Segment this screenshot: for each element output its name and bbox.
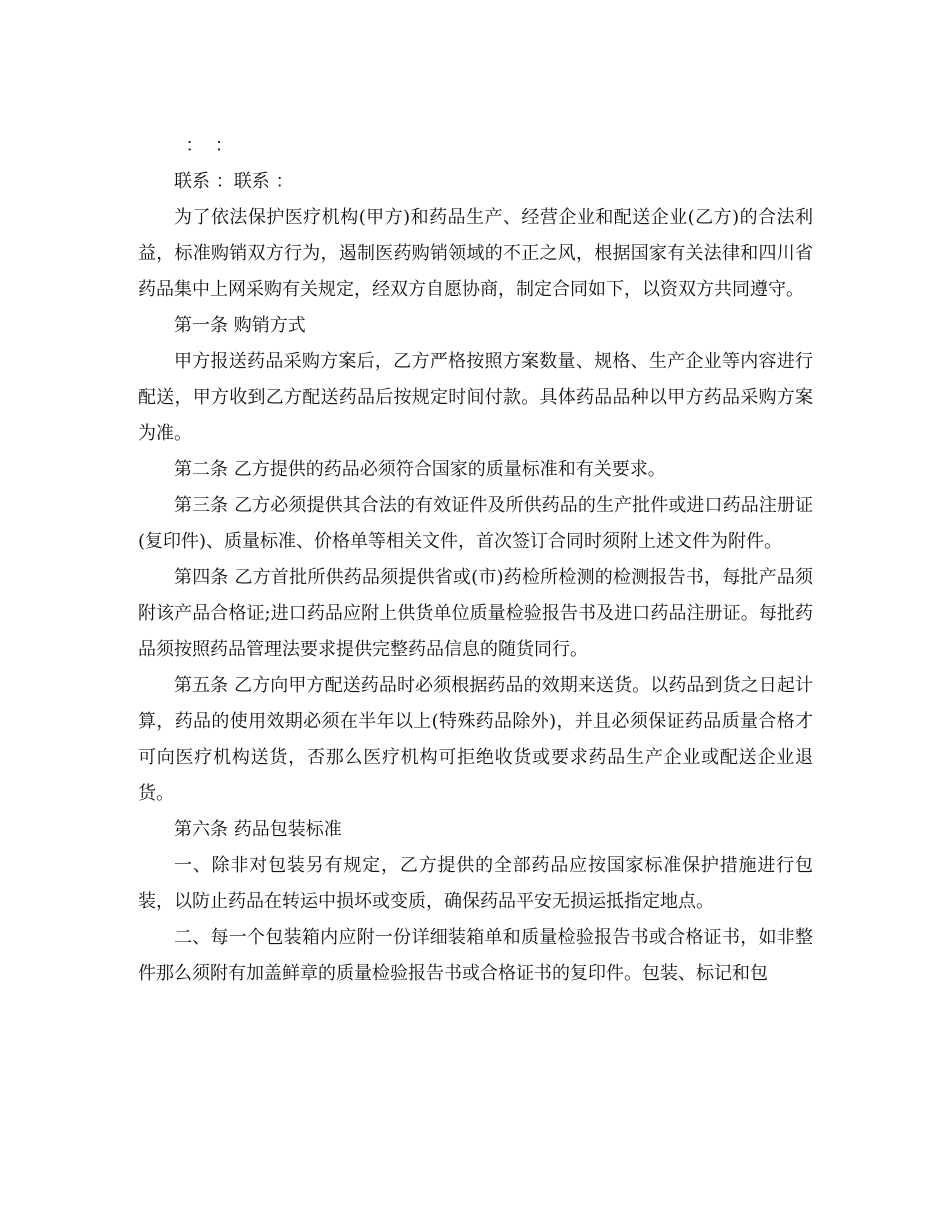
contact-line: 联系 ：联系 ：: [174, 171, 294, 192]
article-6-clause-1: 一、除非对包装另有规定，乙方提供的全部药品应按国家标准保护措施进行包装，以防止药品在转运中损坏或变质，确保药品平安无损运抵指定地点。: [138, 855, 813, 912]
article-5: 第五条 乙方向甲方配送药品时必须根据药品的效期来送货。以药品到货之日起计算，药品的使用效期必须在半年以上(特殊药品除外)，并且必须保证药品质量合格才可向医疗机构送货，否那么医疗机构可拒绝收货或要求药品生产企业或配送企业退货。: [138, 675, 813, 804]
party-colon-line: ： ：: [174, 135, 233, 156]
preamble-paragraph: 为了依法保护医疗机构(甲方)和药品生产、经营企业和配送企业(乙方)的合法利益，标准购销双方行为，遏制医药购销领域的不正之风，根据国家有关法律和四川省药品集中上网采购有关规定，经双方自愿协商，制定合同如下，以资双方共同遵守。: [138, 207, 813, 300]
article-6-clause-2: 二、每一个包装箱内应附一份详细装箱单和质量检验报告书或合格证书，如非整件那么须附有加盖鲜章的质量检验报告书或合格证书的复印件。包装、标记和包: [138, 927, 813, 984]
article-4: 第四条 乙方首批所供药品须提供省或(市)药检所检测的检测报告书，每批产品须附该产品合格证;进口药品应附上供货单位质量检验报告书及进口药品注册证。每批药品须按照药品管理法要求提供完整药品信息的随货同行。: [138, 567, 813, 660]
article-1-heading: 第一条 购销方式: [174, 315, 306, 336]
document-body: [138, 128, 813, 992]
article-3: 第三条 乙方必须提供其合法的有效证件及所供药品的生产批件或进口药品注册证(复印件)、质量标准、价格单等相关文件，首次签订合同时须附上述文件为附件。: [138, 495, 813, 552]
article-1-body: 甲方报送药品采购方案后，乙方严格按照方案数量、规格、生产企业等内容进行配送，甲方收到乙方配送药品后按规定时间付款。具体药品品种以甲方药品采购方案为准。: [138, 351, 813, 444]
article-2: 第二条 乙方提供的药品必须符合国家的质量标准和有关要求。: [174, 459, 666, 480]
article-6-heading: 第六条 药品包装标准: [174, 819, 342, 840]
